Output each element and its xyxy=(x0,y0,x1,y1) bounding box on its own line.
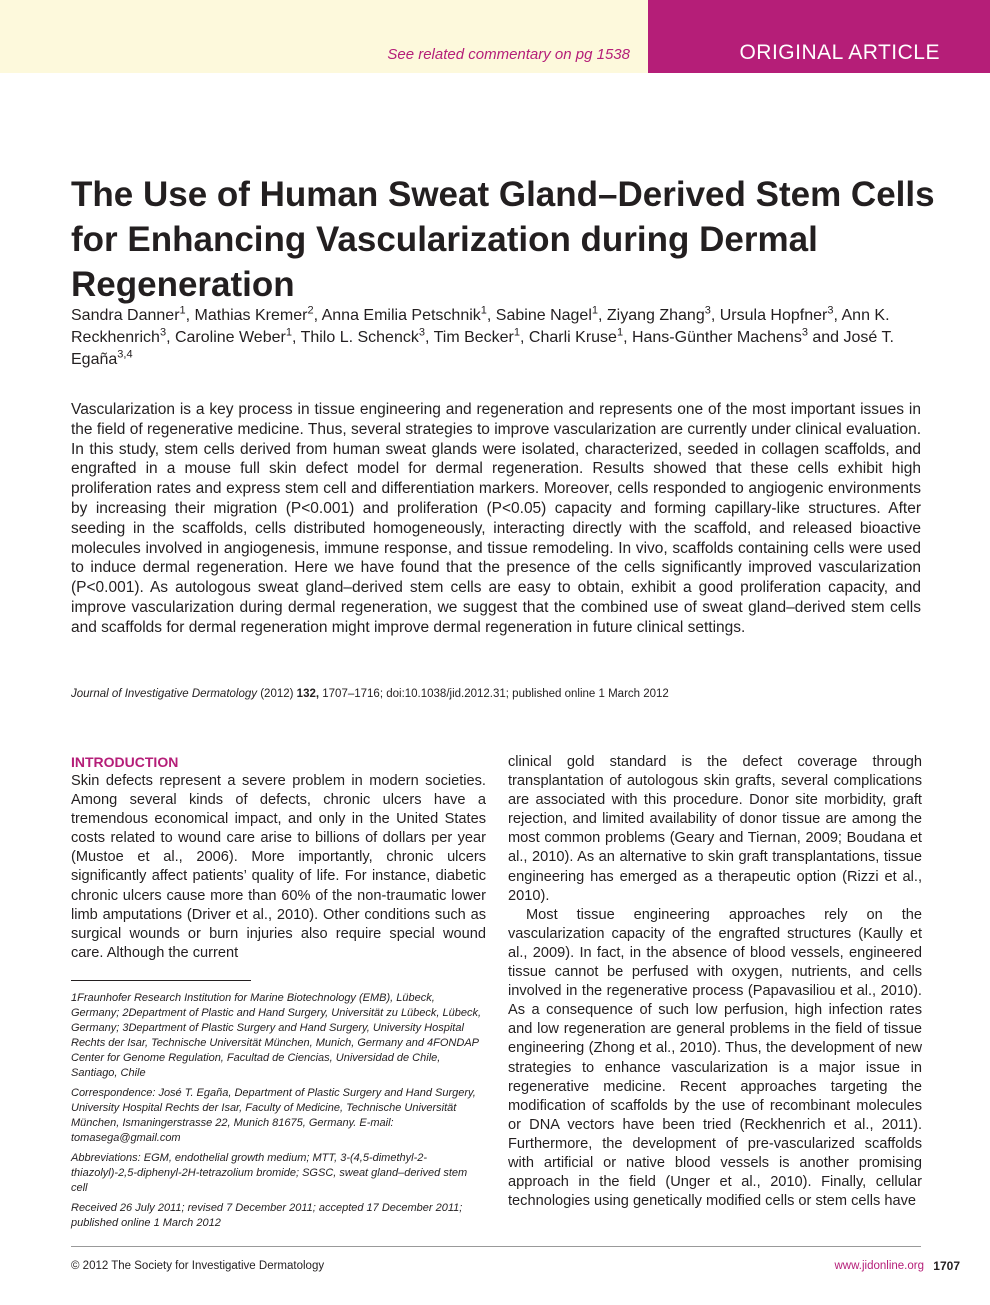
author-affiliation-marker: 3,4 xyxy=(117,348,133,361)
author-list: Sandra Danner$^1$, Mathias Kremer$^2$, Anna Emilia Petschnik$^1$, Sabine Nagel$^1$, Ziyang Zhang$^3$, Ursula Hopfner$^3$, Ann K. Reckhenrich$^3$, Caroline Weber$^1$, Thilo L. Schenck$^3$, Tim Becker$^1$, Charli Kruse$^1$, Hans-Günther Machens$^3$ and José T. Egaña$^{3,4}$ xyxy=(71,304,894,368)
citation-volume: 132, xyxy=(296,688,320,700)
journal-website-link[interactable]: www.jidonline.org xyxy=(834,1260,924,1272)
related-commentary-link[interactable]: See related commentary on pg 1538 xyxy=(387,46,630,63)
affiliations-footnote: 1Fraunhofer Research Institution for Marine Biotechnology (EMB), Lübeck, Germany; 2Department of Plastic and Hand Surgery, Universität zu Lübeck, Lübeck, Germany; 3Department of Plastic Surgery and Hand Surgery, University Hospital Rechts der Isar, Technische Universität München, Munich, Germany and 4FONDAP Center for Genome Regulation, Facultad de Ciencias, Universidad de Chile, Santiago, Chile xyxy=(71,991,482,1079)
author-name: Thilo L. Schenck xyxy=(300,329,419,346)
citation-year: (2012) xyxy=(260,688,294,700)
author-name: Ursula Hopfner xyxy=(719,307,828,324)
author-name: Tim Becker xyxy=(433,329,514,346)
citation-pages-doi: 1707–1716; doi:10.1038/jid.2012.31; published online 1 March 2012 xyxy=(322,688,669,700)
author-name: Mathias Kremer xyxy=(194,307,308,324)
page-number: 1707 xyxy=(933,1259,960,1273)
intro-paragraph-3: Most tissue engineering approaches rely on the vascularization capacity of the engrafted structures (Kaully et al., 2009). In fact, in the absence of blood vessels, engineered tissue cannot be perfused with oxygen, nutrients, and cells involved in the regenerative process (Papavasiliou et al., 2010). As a consequence of such low perfusion, high infection rates and low regeneration are general problems in the field of tissue engineering (Zhong et al., 2010). Thus, the development of new strategies to enhance vascularization is a major issue in regenerative medicine. Recent approaches targeting the modification of scaffolds by the use of recombinant molecules or DNA vectors have been tried (Reckhenrich et al., 2011). Furthermore, the development of pre-vascularized scaffolds with artificial or native blood vessels is another promising approach in the field (Unger et al., 2010). Finally, cellular technologies using genetically modified cells or stem cells have xyxy=(508,906,922,1210)
author-name: Anna Emilia Petschnik xyxy=(321,307,481,324)
author-affiliation-marker: 2 xyxy=(307,304,314,317)
author-name: José T. Egaña xyxy=(71,329,894,368)
author-name: Ann K. Reckhenrich xyxy=(71,307,890,346)
author-name: Sandra Danner xyxy=(71,307,180,324)
introduction-heading: INTRODUCTION xyxy=(71,754,179,770)
author-affiliation-marker: 3 xyxy=(704,304,711,317)
author-name: Hans-Günther Machens xyxy=(631,329,802,346)
copyright-notice: © 2012 The Society for Investigative Dermatology xyxy=(71,1260,325,1272)
article-type-label: ORIGINAL ARTICLE xyxy=(739,41,940,64)
author-affiliation-marker: 3 xyxy=(159,326,167,339)
correspondence-footnote: Correspondence: José T. Egaña, Department of Plastic Surgery and Hand Surgery, University Hospital Rechts der Isar, Faculty of Medicine, Technische Universität München, Ismaningerstrasse 22, Munich 81675, Germany. E-mail: tomasega@gmail.com xyxy=(71,1086,476,1144)
intro-paragraph-2: clinical gold standard is the defect coverage through transplantation of autologous skin grafts, several complications are associated with this procedure. Donor site morbidity, graft rejection, and limited availability of donor tissue are among the most common problems (Geary and Tiernan, 2009; Boudana et al., 2010). As an alternative to skin graft transplantations, tissue engineering has emerged as a therapeutic option (Rizzi et al., 2010). xyxy=(508,754,922,904)
author-affiliation-marker: 1 xyxy=(616,326,624,339)
author-affiliation-marker: 1 xyxy=(591,304,598,317)
author-affiliation-marker: 3 xyxy=(418,326,425,339)
abbreviations-footnote: Abbreviations: EGM, endothelial growth medium; MTT, 3-(4,5-dimethyl-2-thiazolyl)-2,5-diphenyl-2H-tetrazolium bromide; SGSC, sweat gland–derived stem cell xyxy=(71,1151,468,1194)
abstract: Vascularization is a key process in tissue engineering and regeneration and represents one of the most important issues in the field of regenerative medicine. Thus, several strategies to improve vascularization are currently under clinical evaluation. In this study, stem cells derived from human sweat glands were isolated, characterized, seeded in collagen scaffolds, and engrafted in a mouse full skin defect model for dermal regeneration. Results showed that these cells exhibit high proliferation rates and express stem cell and differentiation markers. Moreover, cells responded to angiogenic environments by increasing their migration (P<0.001) and proliferation (P<0.05) capacity and forming capillary-like structures. After seeding in the scaffolds, cells distributed homogeneously, interacting directly with the scaffold, and released bioactive molecules involved in angiogenesis, immune response, and tissue remodeling. In vivo, scaffolds containing cells were used to induce dermal regeneration. Here we have found that the presence of the cells significantly improved vascularization (P<0.001). As autologous sweat gland–derived stem cells are easy to obtain, exhibit a good proliferation capacity, and improve vascularization during dermal regeneration, we suggest that the combined use of sweat gland–derived stem cells and scaffolds for dermal regeneration might improve dermal regeneration in future clinical settings. xyxy=(71,401,921,636)
left-column xyxy=(71,753,486,1236)
author-name: Sabine Nagel xyxy=(495,307,592,324)
author-affiliation-marker: 3 xyxy=(801,326,808,339)
author-name: Ziyang Zhang xyxy=(606,307,705,324)
footer-divider xyxy=(71,1246,921,1247)
author-affiliation-marker: 1 xyxy=(480,304,487,317)
intro-paragraph-1: Skin defects represent a severe problem in modern societies. Among several kinds of defects, chronic ulcers have a tremendous economical impact, and only in the United States costs related to wound care arise to billions of dollars per year (Mustoe et al., 2006). More importantly, chronic ulcers significantly affect patients’ quality of life. For instance, diabetic chronic ulcers cause more than 60% of the non-traumatic lower limb amputations (Driver et al., 2010). Other conditions such as surgical wounds or burn injuries also require special wound care. Although the current xyxy=(71,773,486,961)
citation-journal: Journal of Investigative Dermatology xyxy=(71,688,258,700)
author-affiliation-marker: 1 xyxy=(513,326,521,339)
author-affiliation-marker: 1 xyxy=(285,326,292,339)
author-affiliation-marker: 1 xyxy=(179,304,186,317)
footnote-divider xyxy=(71,980,251,981)
author-name: Charli Kruse xyxy=(528,329,617,346)
article-title: The Use of Human Sweat Gland–Derived Stem Cells for Enhancing Vascularization during Dermal Regeneration xyxy=(71,175,935,304)
author-name: Caroline Weber xyxy=(174,329,286,346)
author-affiliation-marker: 3 xyxy=(827,304,834,317)
right-column xyxy=(508,753,922,1211)
received-dates-footnote: Received 26 July 2011; revised 7 December 2011; accepted 17 December 2011; published online 1 March 2012 xyxy=(71,1201,463,1229)
citation-line xyxy=(71,688,931,700)
